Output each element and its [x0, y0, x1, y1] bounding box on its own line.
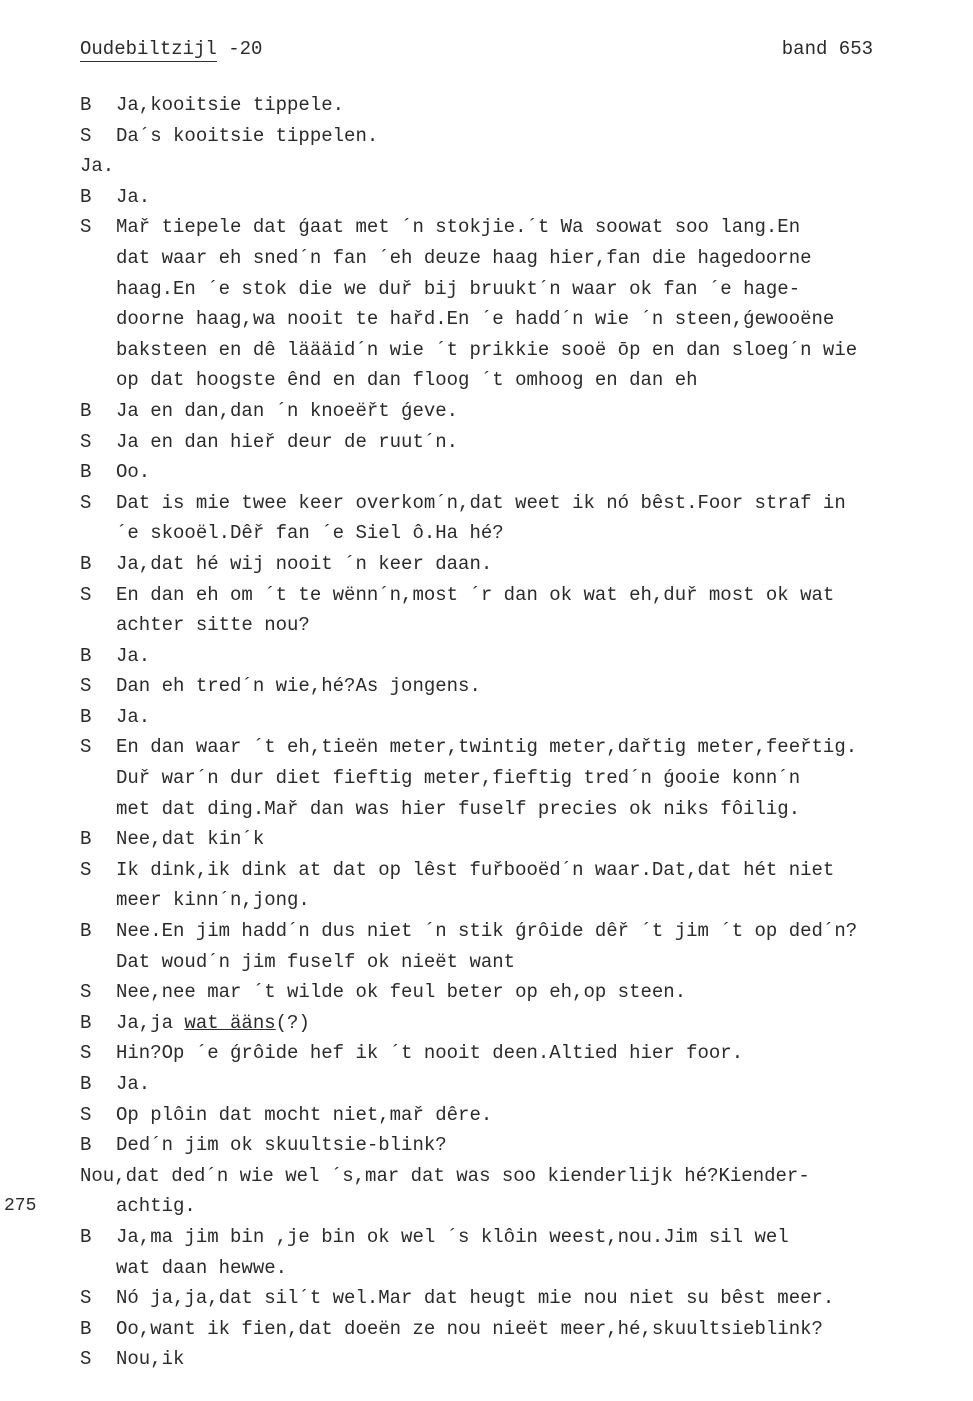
speaker-label: B [80, 1225, 92, 1248]
speaker-label: S [80, 124, 92, 147]
text-line: Ja. [116, 644, 151, 667]
speaker-label: B [80, 399, 92, 422]
speaker-label: S [80, 1287, 92, 1310]
text-line: Oo. [116, 461, 151, 484]
transcript-turn [80, 580, 940, 641]
speaker-label: B [80, 920, 92, 943]
turn-text [116, 824, 940, 855]
text-line: Ded´n jim ok skuultsie-blink? [116, 1134, 447, 1157]
text-line: Ja en dan hieř deur de ruut´n. [116, 430, 459, 453]
turn-text [116, 977, 940, 1008]
text-line: Da´s kooitsie tippelen. [116, 124, 379, 147]
text-line: Nee,nee mar ´t wilde ok feul beter op eh,op steen. [116, 981, 687, 1004]
page-number: -20 [228, 38, 263, 60]
turn-text [116, 1008, 940, 1039]
text-line: Ik dink,ik dink at dat op lêst fuřbooëd´n waar.Dat,dat hét niet [116, 858, 835, 881]
margin-line-number: 275 [4, 1196, 37, 1217]
turn-text [116, 121, 940, 152]
transcript-turn [80, 182, 940, 213]
text-line: Ja. [80, 155, 115, 178]
transcript-turn [80, 427, 940, 458]
text-line: meer kinn´n,jong. [116, 889, 310, 912]
transcript-turn [80, 1222, 940, 1283]
text-line: achtig. [116, 1195, 196, 1218]
text-line: Nou,dat ded´n wie wel ´s,mar dat was soo kienderlijk hé?Kiender- [80, 1164, 810, 1187]
transcript-turn [80, 1344, 940, 1375]
turn-text [116, 549, 940, 580]
text-line: haag.En ´e stok die we duř bij bruukt´n waar ok fan ´e hage- [116, 277, 801, 300]
text-line: En dan waar ´t eh,tieën meter,twintig meter,dařtig meter,feeřtig. [116, 736, 858, 759]
text-line: Nee.En jim hadd´n dus niet ´n stik ǵrôide dêř ´t jim ´t op ded´n? [116, 920, 858, 943]
turn-text [116, 90, 940, 121]
text-line: achter sitte nou? [116, 614, 310, 637]
speaker-label: S [80, 981, 92, 1004]
speaker-label: S [80, 1042, 92, 1065]
turn-text [116, 1344, 940, 1375]
transcript [4, 90, 940, 1375]
transcript-turn [80, 916, 940, 977]
transcript-turn [4, 1161, 940, 1222]
turn-text [116, 916, 940, 977]
turn-text [116, 1130, 940, 1161]
text-line: baksteen en dê läääid´n wie ´t prikkie sooë ōp en dan sloeg´n wie [116, 338, 858, 361]
turn-text [116, 1222, 940, 1283]
turn-text [80, 1161, 940, 1222]
turn-text [116, 1069, 940, 1100]
turn-text [116, 855, 940, 916]
turn-text [116, 427, 940, 458]
text-line: Ja,ja wat ääns(?) [116, 1011, 310, 1034]
transcript-turn [80, 1100, 940, 1131]
text-line: Duř war´n dur diet fieftig meter,fieftig tred´n ǵooie konn´n [116, 767, 801, 790]
turn-text [116, 212, 940, 396]
turn-text [116, 1038, 940, 1069]
text-line: Ja,kooitsie tippele. [116, 94, 345, 116]
speaker-label: B [80, 552, 92, 575]
text-line: Nee,dat kin´k [116, 828, 265, 851]
speaker-label: B [80, 1317, 92, 1340]
text-line: Op plôin dat mocht niet,mař dêre. [116, 1103, 493, 1126]
speaker-label: B [80, 644, 92, 667]
transcript-turn [80, 457, 940, 488]
transcript-turn [80, 732, 940, 824]
turn-text [116, 671, 940, 702]
transcript-turn [80, 1314, 940, 1345]
speaker-label: B [80, 185, 92, 208]
text-line: doorne haag,wa nooit te hařd.En ´e hadd´n wie ´n steen,ǵewooëne [116, 308, 835, 331]
text-line: Hin?Op ´e ǵrôide hef ik ´t nooit deen.Altied hier foor. [116, 1042, 744, 1065]
speaker-label: S [80, 430, 92, 453]
turn-text [116, 732, 940, 824]
transcript-turn [80, 151, 940, 182]
turn-text [116, 488, 940, 549]
text-line: Ja,dat hé wij nooit ´n keer daan. [116, 552, 493, 575]
turn-text [116, 396, 940, 427]
transcript-turn [80, 396, 940, 427]
text-line: Ja. [116, 185, 151, 208]
text-line: Mař tiepele dat ǵaat met ´n stokjie.´t Wa soowat soo lang.En [116, 216, 801, 239]
transcript-turn [80, 702, 940, 733]
text-line: Dat is mie twee keer overkom´n,dat weet ik nó bêst.Foor straf in [116, 491, 846, 514]
speaker-label: S [80, 1103, 92, 1126]
transcript-turn [80, 977, 940, 1008]
text-line: wat daan hewwe. [116, 1256, 288, 1279]
header-left [80, 38, 262, 60]
turn-text [116, 457, 940, 488]
turn-text [116, 1314, 940, 1345]
band-label: band 653 [781, 38, 873, 60]
text-line: op dat hoogste ênd en dan floog ´t omhoog en dan eh [116, 369, 698, 392]
speaker-label: S [80, 216, 92, 239]
turn-text [116, 1100, 940, 1131]
transcript-turn [80, 488, 940, 549]
transcript-turn [80, 549, 940, 580]
transcript-turn [80, 1130, 940, 1161]
transcript-turn [80, 1038, 940, 1069]
transcript-turn [80, 1069, 940, 1100]
speaker-label: B [80, 94, 92, 116]
place-name: Oudebiltzijl [80, 38, 217, 60]
transcript-turn [80, 121, 940, 152]
text-line: Ja,ma jim bin ,je bin ok wel ´s klôin weest,nou.Jim sil wel [116, 1225, 789, 1248]
speaker-label: B [80, 461, 92, 484]
speaker-label: S [80, 736, 92, 759]
turn-text [116, 702, 940, 733]
transcript-turn [80, 671, 940, 702]
turn-text [80, 151, 940, 182]
speaker-label: S [80, 675, 92, 698]
text-line: Ja. [116, 1073, 151, 1095]
speaker-label: B [80, 1134, 92, 1157]
speaker-label: S [80, 858, 92, 881]
turn-text [116, 182, 940, 213]
transcript-turn [80, 855, 940, 916]
text-line: Dan eh tred´n wie,hé?As jongens. [116, 675, 481, 698]
turn-text [116, 641, 940, 672]
speaker-label: S [80, 491, 92, 514]
text-line: En dan eh om ´t te wënn´n,most ´r dan ok wat eh,duř most ok wat [116, 583, 835, 606]
text-line: ´e skooël.Dêř fan ´e Siel ô.Ha hé? [116, 522, 504, 545]
transcript-turn [80, 1008, 940, 1039]
speaker-label: B [80, 1073, 92, 1095]
text-line: Nou,ik [116, 1348, 185, 1371]
turn-text [116, 580, 940, 641]
text-line: Nó ja,ja,dat sil´t wel.Mar dat heugt mie nou niet su bêst meer. [116, 1287, 835, 1310]
transcript-turn [80, 90, 940, 121]
turn-text [116, 1283, 940, 1314]
text-line: dat waar eh sned´n fan ´eh deuze haag hier,fan die hagedoorne [116, 246, 812, 269]
speaker-label: B [80, 828, 92, 851]
text-line: Ja en dan,dan ´n knoeëřt ǵeve. [116, 399, 459, 422]
speaker-label: S [80, 1348, 92, 1371]
text-line: Ja. [116, 705, 151, 728]
transcript-turn [80, 1283, 940, 1314]
text-line: Oo,want ik fien,dat doeën ze nou nieët meer,hé,skuultsieblink? [116, 1317, 823, 1340]
text-line: met dat ding.Mař dan was hier fuself precies ok niks fôilig. [116, 797, 801, 820]
speaker-label: B [80, 1011, 92, 1034]
transcript-turn [80, 824, 940, 855]
text-line: Dat woud´n jim fuself ok nieët want [116, 950, 516, 973]
page-header [80, 38, 873, 68]
transcript-turn [80, 641, 940, 672]
speaker-label: S [80, 583, 92, 606]
speaker-label: B [80, 705, 92, 728]
transcript-turn [80, 212, 940, 396]
